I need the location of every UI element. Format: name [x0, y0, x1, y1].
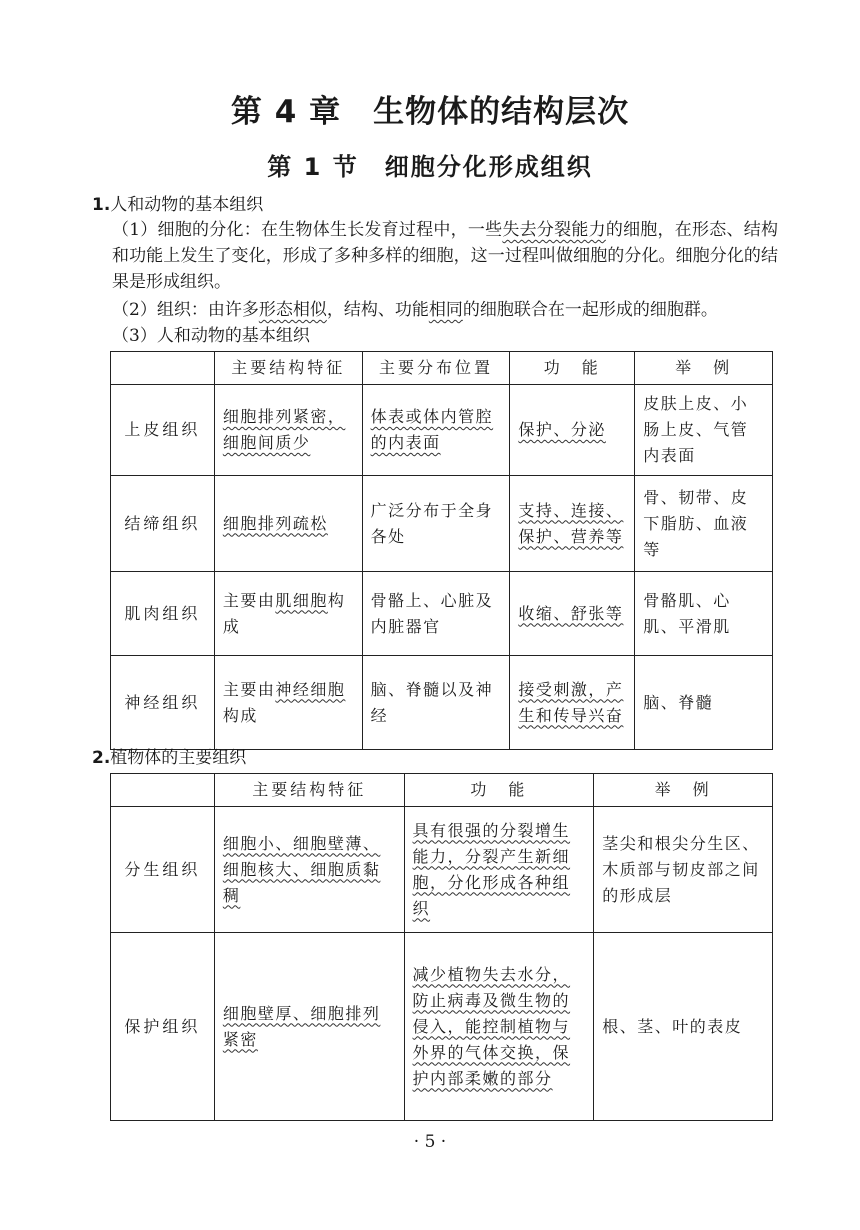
tissue-example: 骨、韧带、皮下脂肪、血液等: [635, 476, 773, 572]
feature-text: 细胞排列紧密，细胞间质少: [222, 407, 346, 452]
feature-pre: 主要由: [222, 679, 276, 699]
tissue-feature: [214, 385, 362, 476]
header-cell: 主要结构特征: [214, 352, 362, 385]
p2-post: 的细胞联合在一起形成的细胞群。: [462, 300, 718, 320]
chapter-title: 第 4 章 生物体的结构层次: [230, 94, 630, 130]
table-row: [111, 572, 773, 656]
part2-heading: [92, 746, 246, 770]
p1-pre: （1）细胞的分化：在生物体生长发育过程中，一些: [112, 220, 503, 240]
paragraph-tissue-definition: [112, 297, 792, 323]
part2-number: 2.: [92, 748, 111, 768]
tissue-example: 茎尖和根尖分生区、木质部与韧皮部之间的形成层: [594, 807, 773, 933]
header-cell: 举 例: [594, 774, 773, 807]
tissue-location: 脑、脊髓以及神经: [362, 656, 510, 750]
feature-text: 细胞排列疏松: [222, 513, 328, 533]
tissue-function: [404, 933, 594, 1121]
header-cell: [111, 774, 215, 807]
tissue-example: 根、茎、叶的表皮: [594, 933, 773, 1121]
header-cell: 功 能: [510, 352, 635, 385]
tissue-function: [510, 476, 635, 572]
function-text: 接受刺激，产生和传导兴奋: [518, 679, 624, 725]
tissue-name: 结缔组织: [111, 476, 215, 572]
header-cell: 举 例: [635, 352, 773, 385]
table-row: [111, 476, 773, 572]
header-cell: [111, 352, 215, 385]
table-row: [111, 656, 773, 750]
p2-emphasis-2: 相同: [428, 300, 463, 320]
feature-post: 构成: [222, 705, 258, 725]
tissue-location: 广泛分布于全身各处: [362, 476, 510, 572]
part2-heading-text: 植物体的主要组织: [110, 748, 247, 768]
plant-tissue-table: [110, 773, 773, 1121]
feature-post: 构成: [222, 590, 346, 636]
part1-heading: [92, 193, 263, 217]
tissue-feature: [214, 656, 362, 750]
tissue-function: [510, 572, 635, 656]
location-text: 体表或体内管腔的内表面: [370, 407, 494, 452]
function-text: 保护、分泌: [518, 420, 606, 439]
table-row: [111, 385, 773, 476]
header-cell: 主要分布位置: [362, 352, 510, 385]
tissue-example: 骨骼肌、心肌、平滑肌: [635, 572, 773, 656]
table-row: [111, 807, 773, 933]
table-header-row: [111, 352, 773, 385]
header-cell: 功 能: [404, 774, 594, 807]
feature-pre: 主要由: [222, 590, 276, 610]
tissue-name: 肌肉组织: [111, 572, 215, 656]
feature-text: 细胞小、细胞壁薄、细胞核大、细胞质黏稠: [222, 833, 381, 905]
tissue-name: 保护组织: [111, 933, 215, 1121]
p1-post: 的细胞，在形态、结构和功能上发生了变化，形成了多种多样的细胞，这一过程叫做细胞的分化。细胞分化的结果是形成组织。: [112, 220, 778, 292]
tissue-example: 皮肤上皮、小肠上皮、气管内表面: [635, 385, 773, 476]
tissue-function: [510, 656, 635, 750]
tissue-feature: [214, 572, 362, 656]
feature-text: 细胞壁厚、细胞排列紧密: [222, 1003, 381, 1049]
tissue-function: [404, 807, 594, 933]
table-header-row: [111, 774, 773, 807]
section-title: 第 1 节 细胞分化形成组织: [267, 153, 593, 181]
tissue-name: 上皮组织: [111, 385, 215, 476]
function-text: 减少植物失去水分，防止病毒及微生物的侵入，能控制植物与外界的气体交换，保护内部柔嫩的部分: [412, 964, 571, 1088]
p2-emphasis-1: 形态相似: [258, 300, 327, 320]
function-text: 具有很强的分裂增生能力，分裂产生新细胞，分化形成各种组织: [412, 820, 571, 918]
p2-mid: ，结构、功能: [326, 300, 429, 320]
tissue-feature: [214, 807, 404, 933]
part1-heading-text: 人和动物的基本组织: [110, 195, 264, 215]
p2-pre: （2）组织：由许多: [112, 300, 259, 320]
tissue-location: [362, 385, 510, 476]
animal-tissue-table: [110, 351, 773, 750]
header-cell: 主要结构特征: [214, 774, 404, 807]
p1-emphasis: 失去分裂能力: [502, 220, 606, 240]
tissue-location: 骨骼上、心脏及内脏器官: [362, 572, 510, 656]
tissue-name: 神经组织: [111, 656, 215, 750]
paragraph-basic-tissues: （3）人和动物的基本组织: [112, 326, 310, 346]
paragraph-cell-differentiation: [112, 217, 778, 295]
feature-emphasis: 肌细胞: [275, 590, 328, 610]
part1-number: 1.: [92, 195, 111, 215]
function-text: 支持、连接、保护、营养等: [518, 500, 624, 546]
tissue-feature: [214, 476, 362, 572]
tissue-name: 分生组织: [111, 807, 215, 933]
tissue-feature: [214, 933, 404, 1121]
tissue-function: [510, 385, 635, 476]
function-text: 收缩、舒张等: [518, 603, 624, 623]
feature-emphasis: 神经细胞: [275, 679, 346, 699]
page-number: · 5 ·: [413, 1132, 447, 1152]
tissue-example: 脑、脊髓: [635, 656, 773, 750]
table-row: [111, 933, 773, 1121]
